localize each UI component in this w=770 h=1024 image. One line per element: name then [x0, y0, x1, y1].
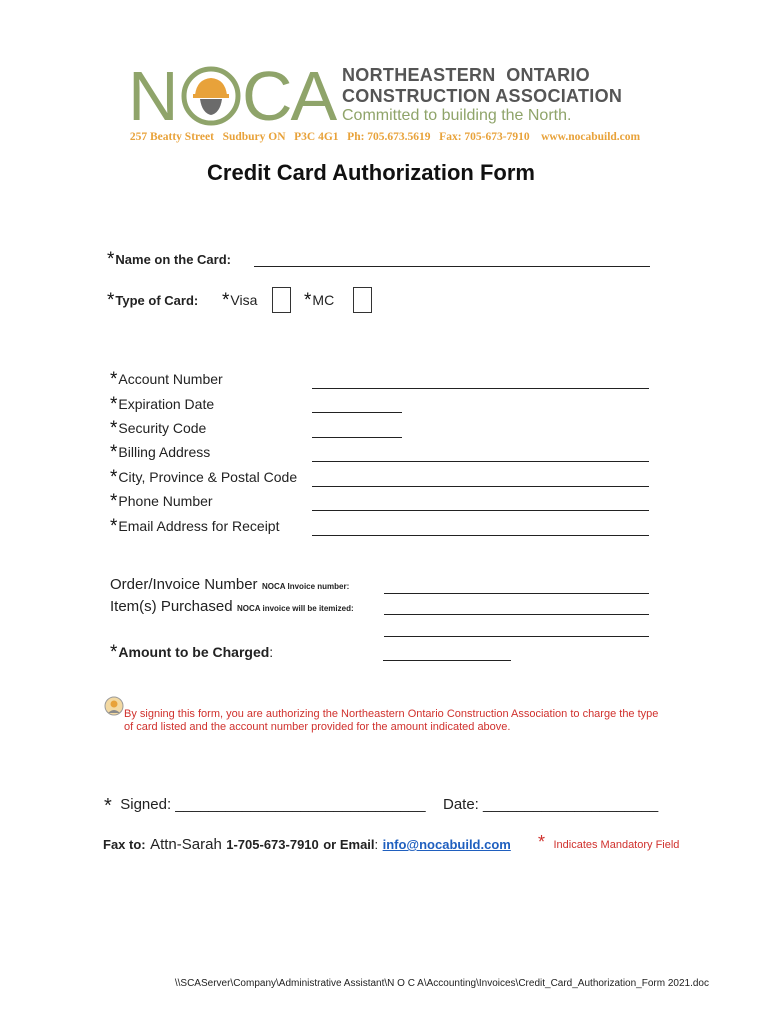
address-line: 257 Beatty Street Sudbury ON P3C 4G1 Ph: 705.673.5619 Fax: 705-673-7910 www.nocabuild.com — [129, 131, 641, 143]
billing-address-label: Billing Address — [118, 444, 211, 460]
logo-letters-ca: CA — [242, 57, 336, 135]
invoice-number-label: Order/Invoice Number — [110, 576, 258, 593]
expiration-date-input[interactable] — [312, 412, 402, 413]
form-title: Credit Card Authorization Form — [207, 160, 535, 185]
mandatory-star: * — [222, 290, 230, 311]
mandatory-star: * — [110, 467, 118, 488]
security-code-row — [110, 417, 206, 439]
name-on-card-row — [107, 248, 231, 270]
city-province-input[interactable] — [312, 486, 649, 487]
mandatory-legend-text: Indicates Mandatory Field — [553, 839, 680, 851]
email-receipt-input[interactable] — [312, 535, 649, 536]
items-purchased-label: Item(s) Purchased — [110, 598, 233, 615]
city-province-label: City, Province & Postal Code — [118, 469, 298, 485]
mandatory-star: * — [538, 832, 546, 852]
items-purchased-note: NOCA invoice will be itemized: — [237, 604, 354, 613]
expiration-date-row — [110, 393, 214, 415]
billing-address-row — [110, 441, 210, 463]
attn-name: Attn-Sarah — [150, 836, 222, 853]
email-link[interactable]: info@nocabuild.com — [382, 837, 511, 852]
mandatory-star: * — [110, 642, 118, 663]
fax-label: Fax to: — [103, 837, 146, 852]
account-number-input[interactable] — [312, 388, 649, 389]
tagline: Committed to building the North. — [342, 107, 572, 124]
signed-row[interactable] — [104, 792, 426, 815]
authorization-notice: By signing this form, you are authorizing the Northeastern Ontario Construction Association to charge the type of card listed and the account number provided for the amount indicated above. — [124, 708, 659, 733]
amount-colon: : — [269, 644, 274, 660]
file-path-footer: \\SCAServer\Company\Administrative Assistant\N O C A\Accounting\Invoices\Credit_Card_Authorization_Form 2021.doc — [174, 978, 709, 989]
phone-number-input[interactable] — [312, 510, 649, 511]
mandatory-star: * — [107, 290, 115, 311]
signed-label: Signed: ______________________________ — [120, 796, 426, 813]
logo-letter-n: N — [128, 57, 177, 135]
type-of-card-label: Type of Card: — [115, 293, 199, 308]
type-of-card-row — [107, 289, 198, 311]
amount-row — [110, 641, 273, 663]
mandatory-star: * — [110, 516, 118, 537]
mandatory-legend — [538, 832, 679, 853]
city-province-row — [110, 466, 297, 488]
visa-label: Visa — [230, 292, 258, 308]
expiration-date-label: Expiration Date — [118, 396, 215, 412]
mandatory-star: * — [107, 249, 115, 270]
org-name-line2: CONSTRUCTION ASSOCIATION — [342, 86, 623, 106]
mandatory-star: * — [110, 369, 118, 390]
items-purchased-row — [110, 598, 354, 616]
amount-input[interactable] — [383, 660, 511, 661]
mc-checkbox[interactable] — [353, 287, 372, 313]
mc-label: MC — [312, 292, 335, 308]
mandatory-star: * — [110, 394, 118, 415]
account-number-label: Account Number — [118, 371, 223, 387]
items-purchased-input[interactable] — [384, 614, 649, 615]
mandatory-star: * — [110, 418, 118, 439]
name-on-card-input[interactable] — [254, 266, 650, 267]
noca-logo — [128, 57, 648, 135]
note-icon — [104, 696, 124, 716]
amount-label: Amount to be Charged — [118, 644, 270, 660]
email-receipt-row — [110, 515, 279, 537]
fax-number: 1-705-673-7910 — [226, 837, 319, 852]
date-field[interactable]: Date: _____________________ — [443, 796, 659, 813]
invoice-number-input[interactable] — [384, 593, 649, 594]
email-colon: : — [374, 837, 379, 852]
security-code-label: Security Code — [118, 420, 207, 436]
items-purchased-input-2[interactable] — [384, 636, 649, 637]
mc-option — [304, 289, 334, 311]
invoice-number-row — [110, 576, 349, 594]
visa-checkbox[interactable] — [272, 287, 291, 313]
phone-number-label: Phone Number — [118, 493, 213, 509]
hard-hat-worker-icon — [180, 65, 242, 127]
or-email-label: or Email — [323, 837, 375, 852]
mandatory-star: * — [104, 795, 112, 817]
name-on-card-label: Name on the Card: — [115, 252, 231, 267]
org-name-line1: NORTHEASTERN ONTARIO — [342, 65, 590, 85]
phone-number-row — [110, 490, 213, 512]
mandatory-star: * — [110, 442, 118, 463]
mandatory-star: * — [110, 491, 118, 512]
email-receipt-label: Email Address for Receipt — [118, 518, 280, 534]
invoice-number-note: NOCA Invoice number: — [262, 582, 350, 591]
security-code-input[interactable] — [312, 437, 402, 438]
account-number-row — [110, 368, 223, 390]
visa-option — [222, 289, 257, 311]
billing-address-input[interactable] — [312, 461, 649, 462]
mandatory-star: * — [304, 290, 312, 311]
contact-row — [103, 836, 511, 854]
